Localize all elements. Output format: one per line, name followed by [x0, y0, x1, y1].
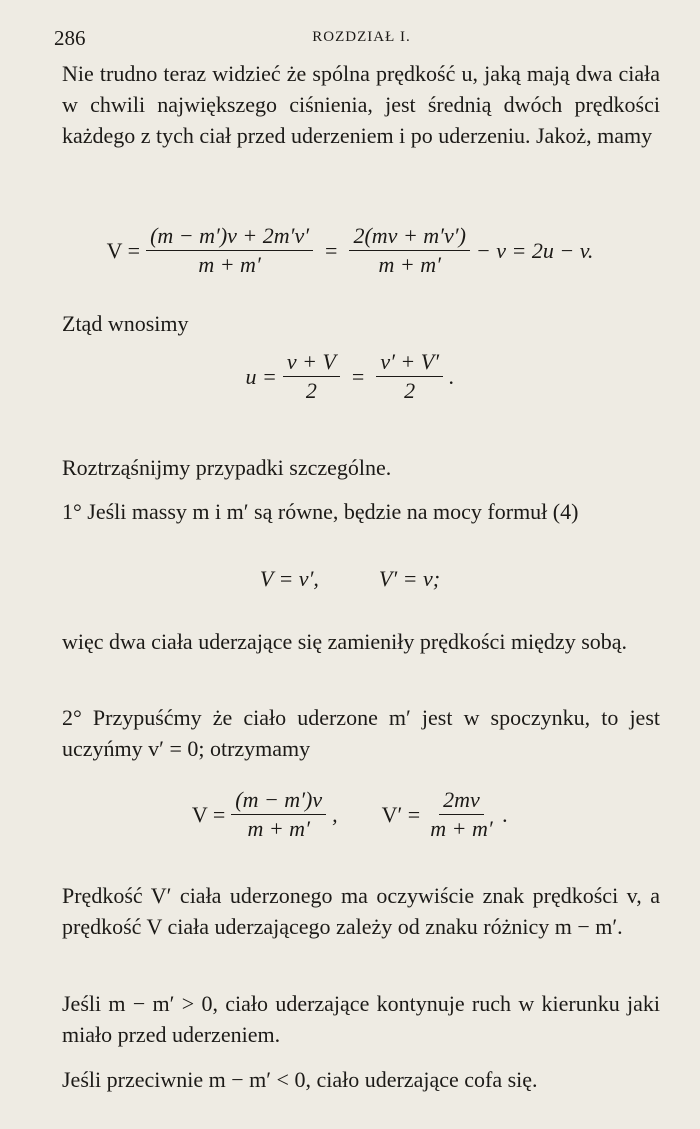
- eq2-end: .: [449, 363, 455, 389]
- eq1-rhs: − v = 2u − v.: [475, 237, 594, 263]
- paragraph-case-2: 2° Przypuśćmy że ciało uderzone m′ jest w spoczynku, to jest uczyńmy v′ = 0; otrzymamy: [62, 705, 660, 761]
- equation-swap: [40, 566, 660, 592]
- eq2-frac1-numerator: v + V: [283, 348, 340, 377]
- eq1-fraction-2: [349, 222, 469, 279]
- eq3-right: V′ = v;: [378, 566, 441, 591]
- eq1-frac1-numerator: (m − m′)v + 2m′v′: [146, 222, 313, 251]
- eq4-end: .: [502, 801, 509, 827]
- equation-u: [40, 348, 660, 405]
- eq4-lhs1: V =: [191, 801, 226, 827]
- eq1-lhs: V =: [106, 237, 141, 263]
- eq1-fraction-1: [146, 222, 313, 279]
- eq3-left: V = v′,: [259, 566, 319, 591]
- eq4-frac1-numerator: (m − m′)v: [231, 786, 326, 815]
- eq2-frac2-denominator: 2: [404, 378, 416, 403]
- running-title: ROZDZIAŁ I.: [312, 29, 411, 45]
- eq2-lhs: u =: [245, 363, 277, 389]
- eq1-frac2-denominator: m + m′: [378, 252, 441, 277]
- paragraph-sign: Prędkość V′ ciała uderzonego ma oczywiście znak prędkości v, a prędkość V ciała uderzającego zależy od znaku różnicy m − m′.: [62, 883, 660, 939]
- eq2-frac2-numerator: v′ + V′: [376, 348, 443, 377]
- paragraph-case-1: 1° Jeśli massy m i m′ są równe, będzie na mocy formuł (4): [62, 499, 579, 524]
- paragraph-exchange: więc dwa ciała uderzające się zamieniły prędkości między sobą.: [62, 629, 628, 654]
- eq1-equals: =: [325, 237, 338, 263]
- page-number: 286: [54, 26, 86, 50]
- paragraph-special-cases: Roztrząśnijmy przypadki szczególne.: [62, 455, 392, 480]
- eq4-lhs2: V′ =: [381, 801, 421, 827]
- paragraph-hence: Ztąd wnosimy: [62, 311, 189, 336]
- paragraph-continue: Jeśli m − m′ > 0, ciało uderzające kontynuje ruch w kierunku jaki miało przed uderzeniem.: [62, 991, 660, 1047]
- eq4-separator: ,: [332, 801, 338, 827]
- eq2-fraction-2: [376, 348, 443, 405]
- eq2-equals: =: [351, 363, 365, 389]
- page-header: [54, 26, 669, 50]
- eq2-fraction-1: [283, 348, 340, 405]
- eq4-fraction-2: [426, 786, 496, 843]
- equation-rest-case: [40, 786, 660, 843]
- eq2-frac1-denominator: 2: [305, 378, 317, 403]
- paragraph-average-velocity: Nie trudno teraz widzieć że spólna prędkość u, jaką mają dwa ciała w chwili największego ciśnienia, jest średnią dwóch prędkości każdego z tych ciał przed uderzeniem i po uderzeniu. Jakoż, mamy: [62, 61, 660, 148]
- equation-velocity-V: [40, 222, 660, 279]
- eq4-frac2-numerator: 2mv: [439, 786, 484, 815]
- eq4-fraction-1: [231, 786, 326, 843]
- eq1-frac2-numerator: 2(mv + m′v′): [349, 222, 469, 251]
- eq4-frac1-denominator: m + m′: [247, 816, 310, 841]
- eq1-frac1-denominator: m + m′: [198, 252, 261, 277]
- paragraph-recoil: Jeśli przeciwnie m − m′ < 0, ciało uderzające cofa się.: [62, 1067, 538, 1092]
- eq4-frac2-denominator: m + m′: [430, 816, 493, 841]
